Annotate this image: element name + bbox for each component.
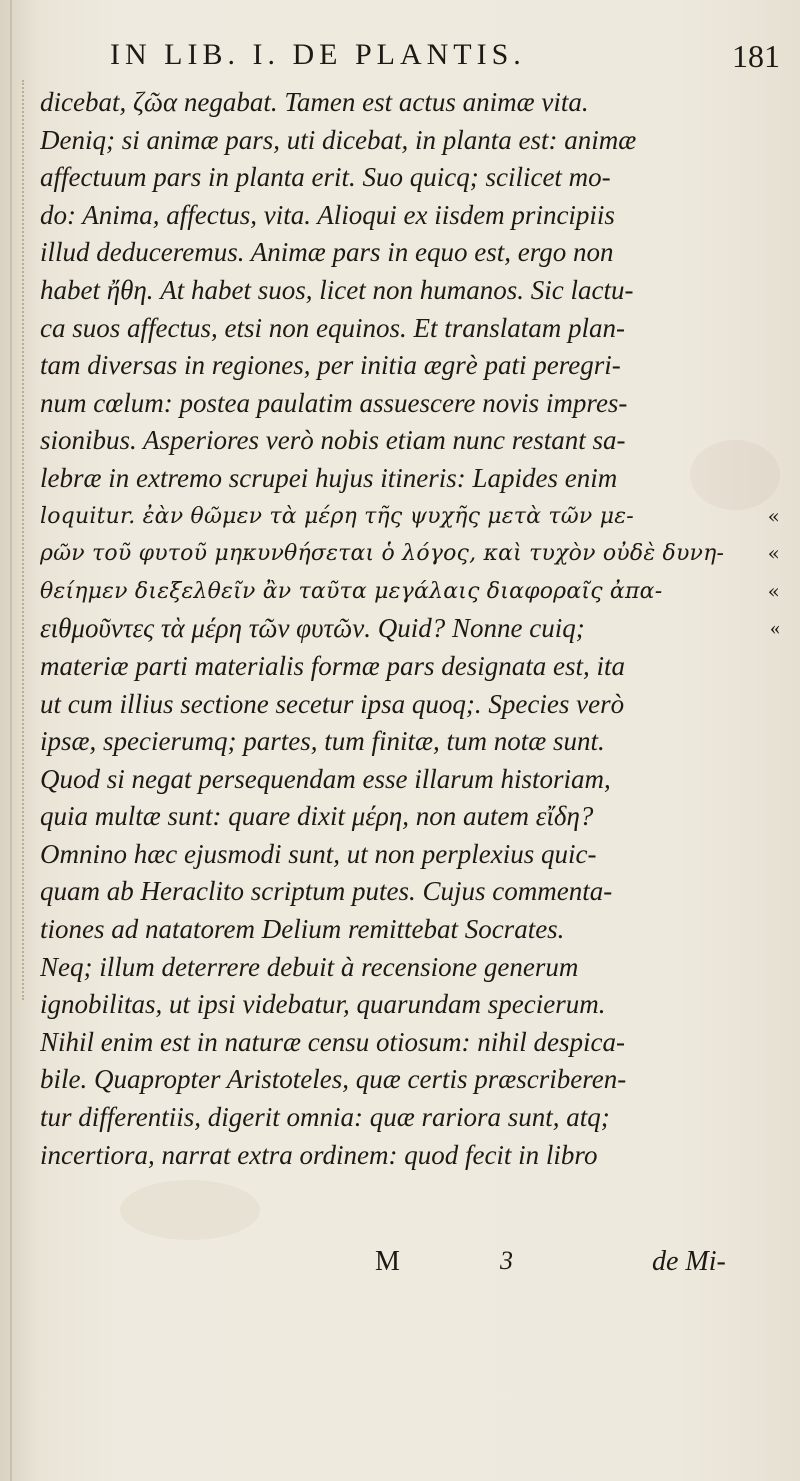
body-text <box>40 84 780 1174</box>
text-line-content: ipsæ, specierumq; partes, tum finitæ, tum notæ sunt. <box>40 726 605 757</box>
text-line-content: ca suos affectus, etsi non equinos. Et translatam plan- <box>40 312 625 343</box>
text-line-content: Deniq; si animæ pars, uti dicebat, in planta est: animæ <box>40 124 637 155</box>
page-header <box>110 38 790 82</box>
text-line-content: lebræ in extremo scrupei hujus itineris: Lapides enim <box>40 462 618 493</box>
quotation-mark: « <box>767 578 780 603</box>
text-line <box>40 686 780 724</box>
text-line <box>40 798 780 836</box>
text-line-content: tam diversas in regiones, per initia ægrè pati peregri- <box>40 350 621 381</box>
text-line <box>40 873 780 911</box>
text-line <box>40 723 780 761</box>
text-line <box>40 159 780 197</box>
text-line-content: Omnino hæc ejusmodi sunt, ut non perplexius quic- <box>40 838 597 869</box>
text-line <box>40 460 780 498</box>
text-line-content: num cœlum: postea paulatim assuescere novis impres- <box>40 387 628 418</box>
page-number: 181 <box>732 38 780 74</box>
quotation-mark: « <box>770 617 780 640</box>
text-line <box>40 385 780 423</box>
text-line-content: ignobilitas, ut ipsi videbatur, quarundam specierum. <box>40 989 606 1020</box>
signature-letter: M <box>375 1246 400 1277</box>
quotation-mark: « <box>767 541 780 566</box>
gutter-line <box>10 0 12 1481</box>
text-line <box>40 610 780 648</box>
text-line-content: tiones ad natatorem Delium remittebat Socrates. <box>40 914 565 945</box>
text-line-content: Quod si negat persequendam esse illarum historiam, <box>40 763 611 794</box>
text-line <box>40 498 780 536</box>
text-line-content: quia multæ sunt: quare dixit μέρη, non autem εἴδη? <box>40 801 594 832</box>
margin-bleed-marks <box>22 80 40 1000</box>
text-line-content: bile. Quapropter Aristoteles, quæ certis præscriberen- <box>40 1064 627 1095</box>
text-line <box>40 347 780 385</box>
text-line-content: Neq; illum deterrere debuit à recensione generum <box>40 951 579 982</box>
text-line <box>40 122 780 160</box>
text-line <box>40 535 780 573</box>
text-line-content: dicebat, ζῶα negabat. Tamen est actus animæ vita. <box>40 87 589 117</box>
text-line-content: quam ab Heraclito scriptum putes. Cujus commenta- <box>40 876 613 907</box>
text-line-content: illud deduceremus. Animæ pars in equo est, ergo non <box>40 237 614 268</box>
text-line <box>40 1099 780 1137</box>
text-line <box>40 1061 780 1099</box>
text-line-content: ut cum illius sectione secetur ipsa quoq;. Species verò <box>40 688 625 719</box>
text-line-content: incertiora, narrat extra ordinem: quod fecit in libro <box>40 1139 598 1170</box>
text-line-content: Nihil enim est in naturæ censu otiosum: nihil despica- <box>40 1026 625 1057</box>
text-line-content: do: Anima, affectus, vita. Alioqui ex iisdem principiis <box>40 199 615 230</box>
text-line <box>40 573 780 611</box>
text-line <box>40 272 780 310</box>
paper-stain <box>120 1180 260 1240</box>
text-line-content: materiæ parti materialis formæ pars designata est, ita <box>40 650 626 681</box>
text-line <box>40 836 780 874</box>
text-line-content: loquitur. ἐὰν θῶμεν τὰ μέρη τῆς ψυχῆς μετὰ τῶν με- <box>40 503 634 529</box>
text-line <box>40 1024 780 1062</box>
text-line-content: θείημεν διεξελθεῖν ἂν ταῦτα μεγάλαις διαφοραῖς ἀπα- <box>40 578 663 604</box>
text-line-content: habet ἤθη. At habet suos, licet non humanos. Sic lactu- <box>40 274 634 305</box>
text-line <box>40 648 780 686</box>
text-line <box>40 761 780 799</box>
text-line <box>40 234 780 272</box>
text-line-content: ειθμοῦντες τὰ μέρη τῶν φυτῶν. Quid? Nonne cuiq; <box>40 613 585 644</box>
text-line-content: sionibus. Asperiores verò nobis etiam nunc restant sa- <box>40 425 626 456</box>
text-line <box>40 84 780 122</box>
text-line <box>40 422 780 460</box>
text-line <box>40 911 780 949</box>
signature-number: 3 <box>500 1246 513 1275</box>
signature-row <box>40 1246 780 1286</box>
catchword: de Mi- <box>652 1246 726 1277</box>
text-line-content: affectuum pars in planta erit. Suo quicq; scilicet mo- <box>40 162 611 193</box>
text-line <box>40 310 780 348</box>
text-line-content: ρῶν τοῦ φυτοῦ μηκυνθήσεται ὁ λόγος, καὶ τυχὸν οὐδὲ δυνη- <box>40 541 725 567</box>
text-line <box>40 986 780 1024</box>
text-line <box>40 949 780 987</box>
quotation-mark: « <box>767 503 780 528</box>
text-line <box>40 1137 780 1175</box>
text-line-content: tur differentiis, digerit omnia: quæ rariora sunt, atq; <box>40 1102 610 1133</box>
text-line <box>40 197 780 235</box>
running-head: IN LIB. I. DE PLANTIS. <box>110 38 526 71</box>
